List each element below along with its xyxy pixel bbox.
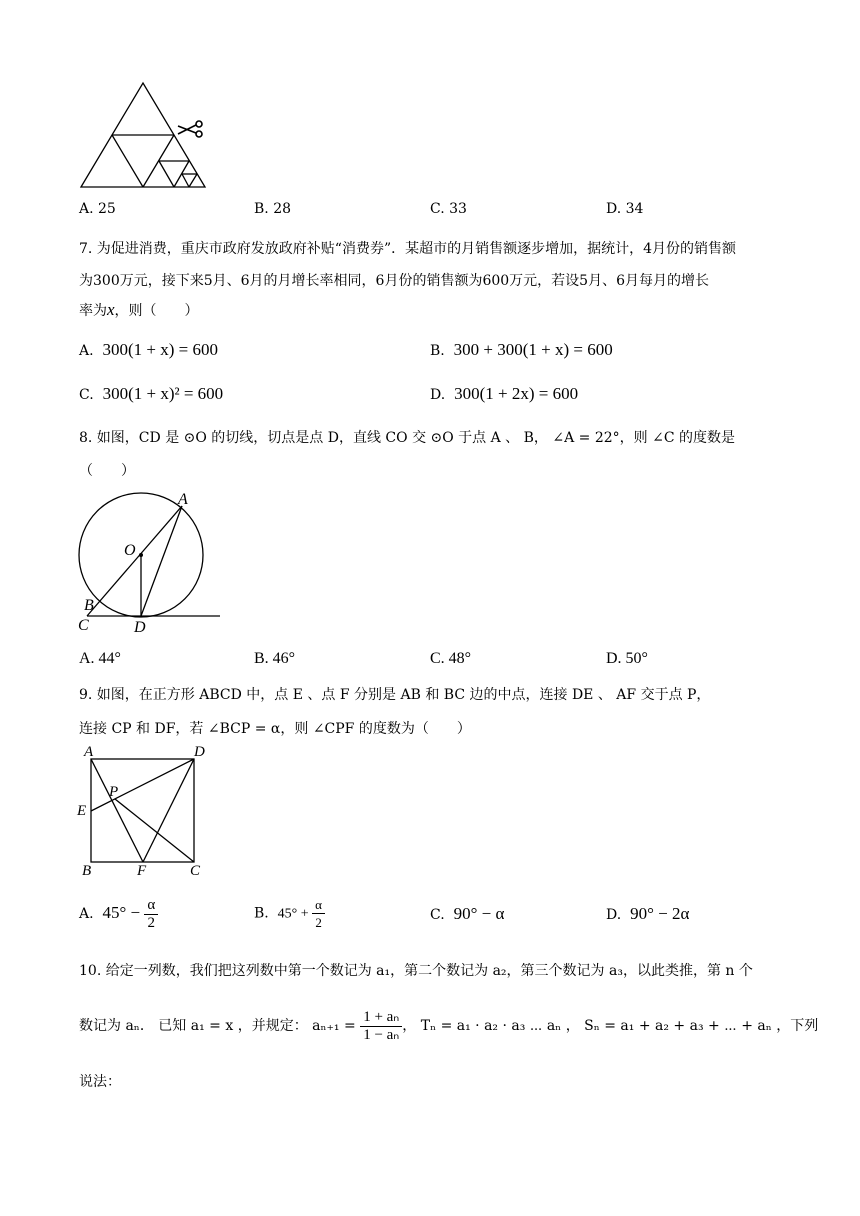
q7-option-c-expr: 300(1 + x)² = 600	[102, 384, 224, 403]
q8-question-line1: 8. 如图，CD 是 ⊙O 的切线，切点是点 D，直线 CO 交 ⊙O 于点 A 、 B， ∠A = 22°，则 ∠C 的度数是	[79, 430, 736, 446]
q7-option-a-label: A.	[79, 343, 94, 359]
q9-option-b-pre: 45° +	[277, 906, 313, 922]
q9-option-a-den: 2	[147, 914, 156, 931]
q7-option-d	[430, 384, 578, 404]
q9-option-c-label: C.	[430, 907, 445, 923]
q9-option-b	[254, 896, 325, 932]
q7-line3-pre: 率为	[79, 303, 107, 319]
q7-question-line1: 7. 为促进消费，重庆市政府发放政府补贴“消费券”．某超市的月销售额逐步增加，据统计，4月份的销售额	[79, 241, 737, 257]
q7-line3-post: ，则（ ）	[114, 303, 199, 319]
q9-square-figure	[74, 742, 214, 880]
q10-question-line2	[79, 1008, 818, 1044]
q7-question-line3	[79, 300, 199, 320]
q9-option-c-expr: 90° − α	[453, 904, 505, 923]
q9-option-d	[606, 904, 689, 924]
q6-option-a: A. 25	[79, 201, 116, 217]
q9-label-d: D	[194, 744, 205, 760]
q9-option-a-num: α	[144, 897, 158, 915]
q9-option-d-expr: 90° − 2α	[630, 904, 690, 923]
q6-option-d: D. 34	[606, 201, 644, 217]
q8-label-o: O	[124, 542, 136, 559]
q8-label-a: A	[178, 491, 188, 508]
q9-option-a-label: A.	[79, 906, 94, 922]
q10-fraction-num: 1 + aₙ	[360, 1009, 402, 1027]
q9-question-line2: 连接 CP 和 DF，若 ∠BCP = α，则 ∠CPF 的度数为（ ）	[79, 721, 471, 737]
q9-label-e: E	[77, 803, 87, 819]
q10-fraction-den: 1 − aₙ	[363, 1026, 400, 1043]
q10-question-line3: 说法：	[79, 1074, 121, 1090]
q9-label-p: P	[109, 784, 119, 800]
scissors-icon	[176, 120, 204, 140]
q7-option-d-label: D.	[430, 387, 446, 403]
q8-label-c: C	[78, 617, 89, 634]
q8-option-c: C. 48°	[430, 650, 472, 667]
q10-recurrence-fraction	[360, 1009, 402, 1044]
q7-option-b	[430, 340, 613, 360]
q10-line2-pre: 数记为 aₙ． 已知 a₁ = x ，并规定： aₙ₊₁ =	[79, 1018, 361, 1034]
q6-option-b: B. 28	[254, 201, 292, 217]
q8-option-b: B. 46°	[254, 650, 296, 667]
q7-option-c-label: C.	[79, 387, 94, 403]
q7-option-b-label: B.	[430, 343, 445, 359]
q9-question-line1: 9. 如图，在正方形 ABCD 中，点 E 、点 F 分别是 AB 和 BC 边的中点，连接 DE 、 AF 交于点 P，	[79, 687, 711, 703]
q8-label-d: D	[134, 619, 146, 636]
q7-option-c	[79, 384, 223, 404]
q9-option-d-label: D.	[606, 907, 622, 923]
q10-question-line1: 10. 给定一列数，我们把这列数中第一个数记为 a₁，第二个数记为 a₂，第三个数记为 a₃，以此类推，第 n 个	[79, 963, 753, 979]
q7-option-a-expr: 300(1 + x) = 600	[102, 340, 218, 359]
q9-option-b-num: α	[312, 896, 325, 914]
q6-option-c: C. 33	[430, 201, 467, 217]
q9-option-a-pre: 45° −	[102, 903, 145, 922]
q10-line2-post: ， Tₙ = a₁ · a₂ · a₃ ⋯ aₙ ， Sₙ = a₁ + a₂ + a₃ + ⋯ + aₙ ，下列	[402, 1018, 819, 1034]
q8-option-d: D. 50°	[606, 650, 648, 667]
q9-option-a-fraction	[144, 897, 158, 932]
q8-label-b: B	[84, 597, 94, 614]
q8-circle-figure	[74, 488, 274, 638]
q7-option-d-expr: 300(1 + 2x) = 600	[454, 384, 579, 403]
q7-option-b-expr: 300 + 300(1 + x) = 600	[453, 340, 613, 359]
q8-option-a: A. 44°	[79, 650, 121, 667]
q9-option-a	[79, 896, 158, 932]
q7-variable: x	[107, 300, 115, 319]
q7-option-a	[79, 340, 218, 360]
q9-label-c: C	[190, 863, 201, 879]
q9-label-f: F	[137, 863, 147, 879]
q9-option-c	[430, 904, 504, 924]
q9-option-b-fraction	[312, 896, 325, 931]
q7-question-line2: 为300万元，接下来5月、6月的月增长率相同，6月份的销售额为600万元，若设5月、6月每月的增长	[79, 273, 709, 289]
q9-label-b: B	[82, 863, 92, 879]
q9-option-b-label: B.	[254, 905, 269, 922]
q9-option-b-den: 2	[315, 915, 322, 930]
q9-label-a: A	[84, 744, 94, 760]
q8-question-line2: （ ）	[79, 463, 135, 479]
